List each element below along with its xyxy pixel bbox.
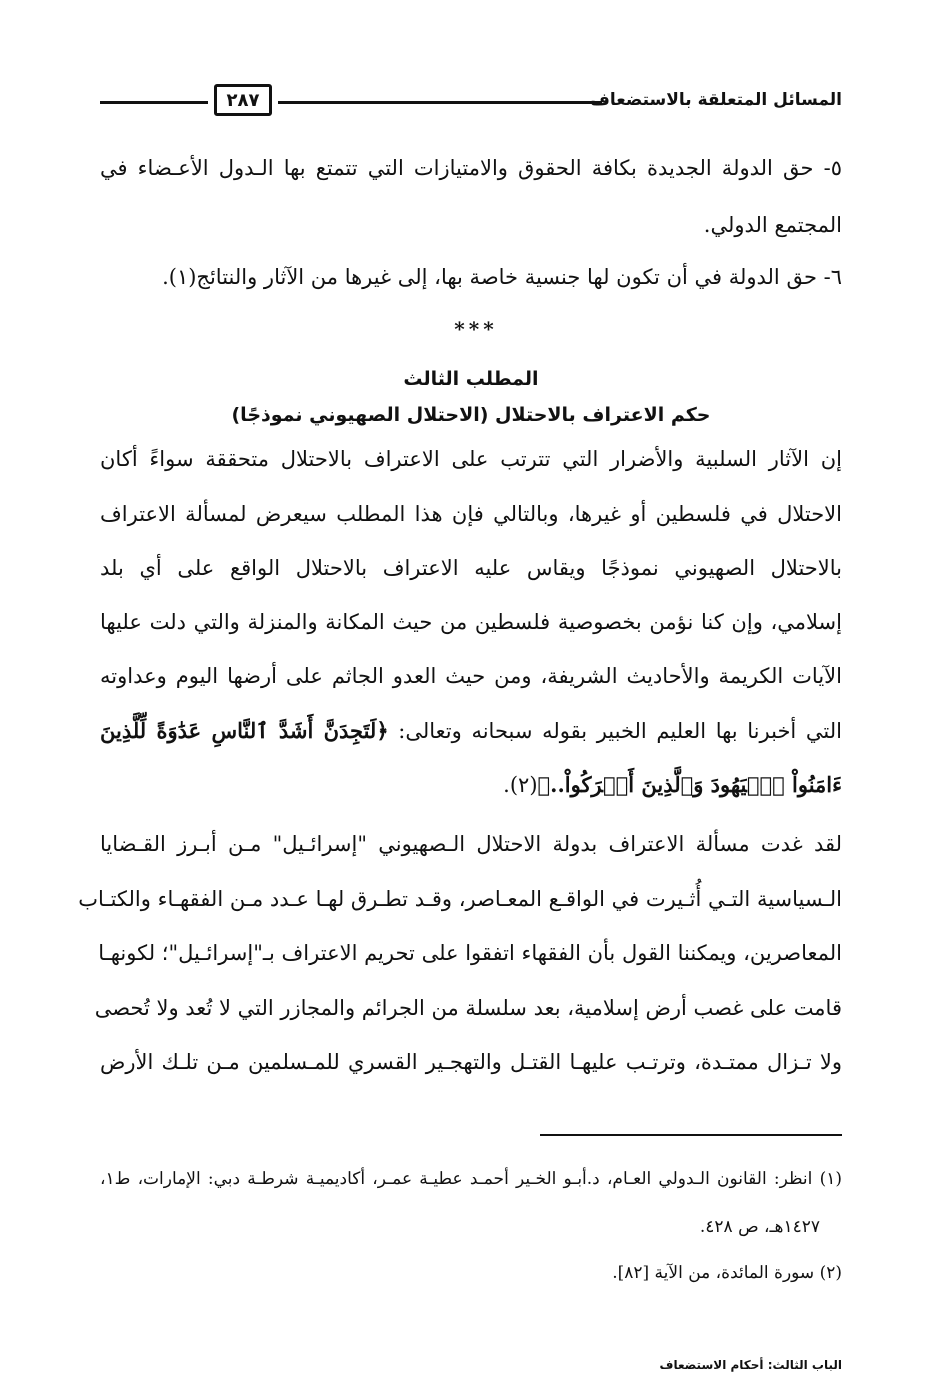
footnote: (٢) سورة المائدة، من الآية [٨٢].: [612, 1263, 842, 1283]
paragraph-line: إن الآثار السلبية والأضرار التي تترتب على الاعتراف بالاحتلال متحققة سواءً أكان: [100, 447, 842, 471]
header-title: المسائل المتعلقة بالاستضعاف: [590, 90, 842, 110]
header-rule: [100, 101, 208, 104]
paragraph-line: قامت على غصب أرض إسلامية، بعد سلسلة من الجرائم والمجازر التي لا تُعد ولا تُحصى: [94, 996, 842, 1020]
page-number: ٢٨٧: [214, 84, 272, 116]
running-footer: الباب الثالث: أحكام الاستضعاف: [659, 1358, 842, 1372]
footnote-ref: (٢).: [503, 773, 538, 797]
header-rule: [278, 101, 602, 104]
section-separator: ***: [454, 317, 498, 341]
footnote: (١) انظر: القانون الـدولي العـام، د.أبـو الخـير أحمـد عطيـة عمـر، أكاديميـة شرطـة دبي: الإمارات، ط١،: [100, 1169, 842, 1189]
paragraph-line: بالاحتلال الصهيوني نموذجًا ويقاس عليه الاعتراف بالاحتلال الواقع على أي بلد: [100, 556, 842, 580]
section-subtitle: حكم الاعتراف بالاحتلال (الاحتلال الصهيوني نموذجًا): [231, 404, 711, 426]
paragraph-text: التي أخبرنا بها العليم الخبير بقوله سبحانه وتعالى:: [388, 719, 842, 743]
paragraph-line: المعاصرين، ويمكننا القول بأن الفقهاء اتفقوا على تحريم الاعتراف بـ"إسرائـيل"؛ لكونهـا: [98, 941, 842, 965]
paragraph-line: ولا تـزال ممتـدة، وترتـب عليهـا القتـل والتهجـير القسري للمـسلمين مـن تلـك الأرض: [100, 1050, 842, 1074]
list-item: المجتمع الدولي.: [703, 213, 842, 237]
paragraph-line: الآيات الكريمة والأحاديث الشريفة، ومن حيث العدو الجاثم على أرضها اليوم وعداوته: [100, 664, 842, 688]
paragraph-line: لقد غدت مسألة الاعتراف بدولة الاحتلال الـصهيوني "إسرائـيل" مـن أبـرز القـضايا: [100, 832, 842, 856]
paragraph-line: إسلامي، وإن كنا نؤمن بخصوصية فلسطين من حيث المكانة والمنزلة والتي دلت عليها: [100, 610, 842, 634]
paragraph-line: [100, 770, 842, 800]
quran-verse: ءَامَنُواْ ٱلۡيَهُودَ وَٱلَّذِينَ أَشۡرَكُواْ..﴾: [537, 772, 842, 797]
paragraph-line: الاحتلال في فلسطين أو غيرها، وبالتالي فإن هذا المطلب سيعرض لمسألة الاعتراف: [100, 502, 842, 526]
paragraph-line: [100, 716, 842, 746]
paragraph-line: الـسياسية التـي أُثـيرت في الواقـع المعـاصر، وقـد تطـرق لهـا عـدد مـن الفقهـاء والكتـاب: [78, 887, 842, 911]
list-item: ٦- حق الدولة في أن تكون لها جنسية خاصة بها، إلى غيرها من الآثار والنتائج(١).: [162, 265, 842, 289]
quran-verse: ﴿لَتَجِدَنَّ أَشَدَّ ٱلنَّاسِ عَدَٰوَةً لِّلَّذِينَ: [100, 718, 389, 743]
footnote-rule: [540, 1134, 842, 1136]
list-item: ٥- حق الدولة الجديدة بكافة الحقوق والامتيازات التي تتمتع بها الـدول الأعـضاء في: [100, 156, 842, 180]
running-header: [100, 84, 842, 120]
footnote: ١٤٢٧هـ، ص ٤٢٨.: [699, 1217, 820, 1237]
section-title: المطلب الثالث: [403, 368, 539, 390]
